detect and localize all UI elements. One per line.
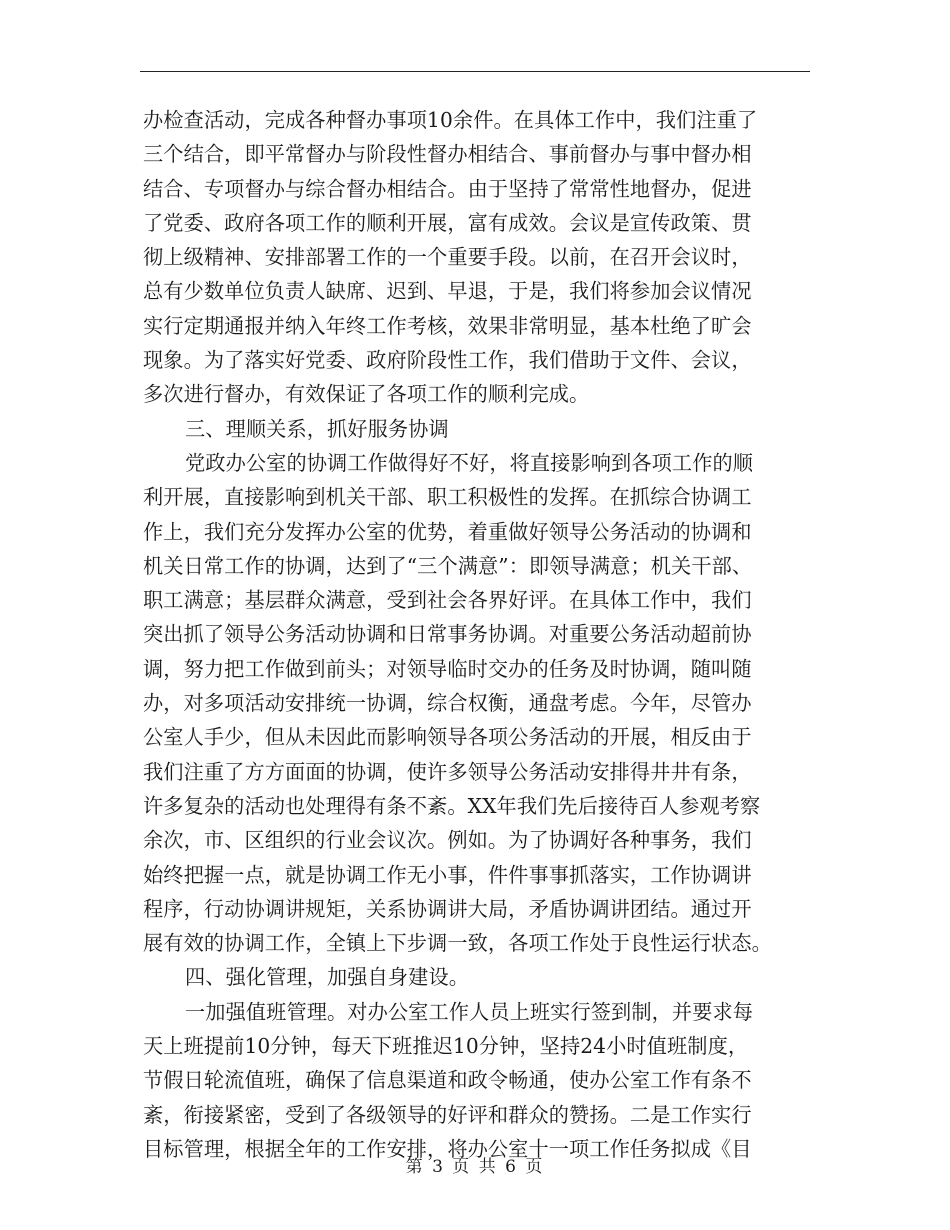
text-line: 利开展，直接影响到机关干部、职工积极性的发挥。在抓综合协调工 [143, 485, 752, 510]
text-line: 多次进行督办，有效保证了各项工作的顺利完成。 [143, 382, 590, 407]
text-line: 程序，行动协调讲规矩，关系协调讲大局，矛盾协调讲团结。通过开 [143, 896, 752, 921]
text-line: 彻上级精神、安排部署工作的一个重要手段。以前，在召开会议时， [143, 245, 752, 270]
text-line: 始终把握一点，就是协调工作无小事，件件事事抓落实，工作协调讲 [143, 862, 752, 887]
text-line: 三、理顺关系，抓好服务协调 [185, 416, 449, 441]
text-line: 机关日常工作的协调，达到了“三个满意”：即领导满意；机关干部、 [143, 553, 753, 578]
text-line: 办检查活动，完成各种督办事项10余件。在具体工作中，我们注重了 [143, 108, 758, 132]
text-line: 了党委、政府各项工作的顺利开展，富有成效。会议是宣传政策、贯 [143, 210, 752, 235]
text-line: 许多复杂的活动也处理得有条不紊。XX年我们先后接待百人参观考察 [143, 793, 761, 818]
text-line: 四、强化管理，加强自身建设。 [185, 965, 470, 990]
document-body [143, 103, 813, 1166]
text-line: 总有少数单位负责人缺席、迟到、早退，于是，我们将参加会议情况 [143, 279, 752, 304]
text-line: 职工满意；基层群众满意，受到社会各界好评。在具体工作中，我们 [143, 588, 752, 613]
text-line: 紊，衔接紧密，受到了各级领导的好评和群众的赞扬。二是工作实行 [143, 1102, 752, 1127]
page-footer: 第 3 页 共 6 页 [405, 1157, 545, 1177]
text-line: 公室人手少，但从未因此而影响领导各项公务活动的开展，相反由于 [143, 725, 752, 750]
text-line: 余次，市、区组织的行业会议次。例如。为了协调好各种事务，我们 [143, 828, 752, 853]
text-line: 调，努力把工作做到前头；对领导临时交办的任务及时协调，随叫随 [143, 656, 752, 681]
text-line: 展有效的协调工作，全镇上下步调一致，各项工作处于良性运行状态。 [143, 931, 772, 956]
text-line: 结合、专项督办与综合督办相结合。由于坚持了常常性地督办，促进 [143, 176, 752, 201]
text-line: 一加强值班管理。对办公室工作人员上班实行签到制，并要求每 [185, 999, 754, 1024]
text-line: 办，对多项活动安排统一协调，综合权衡，通盘考虑。今年，尽管办 [143, 691, 752, 716]
text-line: 作上，我们充分发挥办公室的优势，着重做好领导公务活动的协调和 [143, 519, 752, 544]
text-line: 三个结合，即平常督办与阶段性督办相结合、事前督办与事中督办相 [143, 142, 752, 167]
text-line: 突出抓了领导公务活动协调和日常事务协调。对重要公务活动超前协 [143, 622, 752, 647]
text-line: 天上班提前10分钟，每天下班推迟10分钟，坚持24小时值班制度， [143, 1034, 749, 1059]
header-rule [140, 71, 810, 72]
text-line: 我们注重了方方面面的协调，使许多领导公务活动安排得井井有条， [143, 759, 752, 784]
text-line: 党政办公室的协调工作做得好不好，将直接影响到各项工作的顺 [185, 450, 754, 475]
text-line: 目标管理，根据全年的工作安排，将办公室十一项工作任务拟成《目 [143, 1136, 752, 1161]
text-line: 实行定期通报并纳入年终工作考核，效果非常明显，基本杜绝了旷会 [143, 313, 752, 338]
text-line: 节假日轮流值班，确保了信息渠道和政令畅通，使办公室工作有条不 [143, 1068, 752, 1093]
text-line: 现象。为了落实好党委、政府阶段性工作，我们借助于文件、会议， [143, 348, 752, 373]
